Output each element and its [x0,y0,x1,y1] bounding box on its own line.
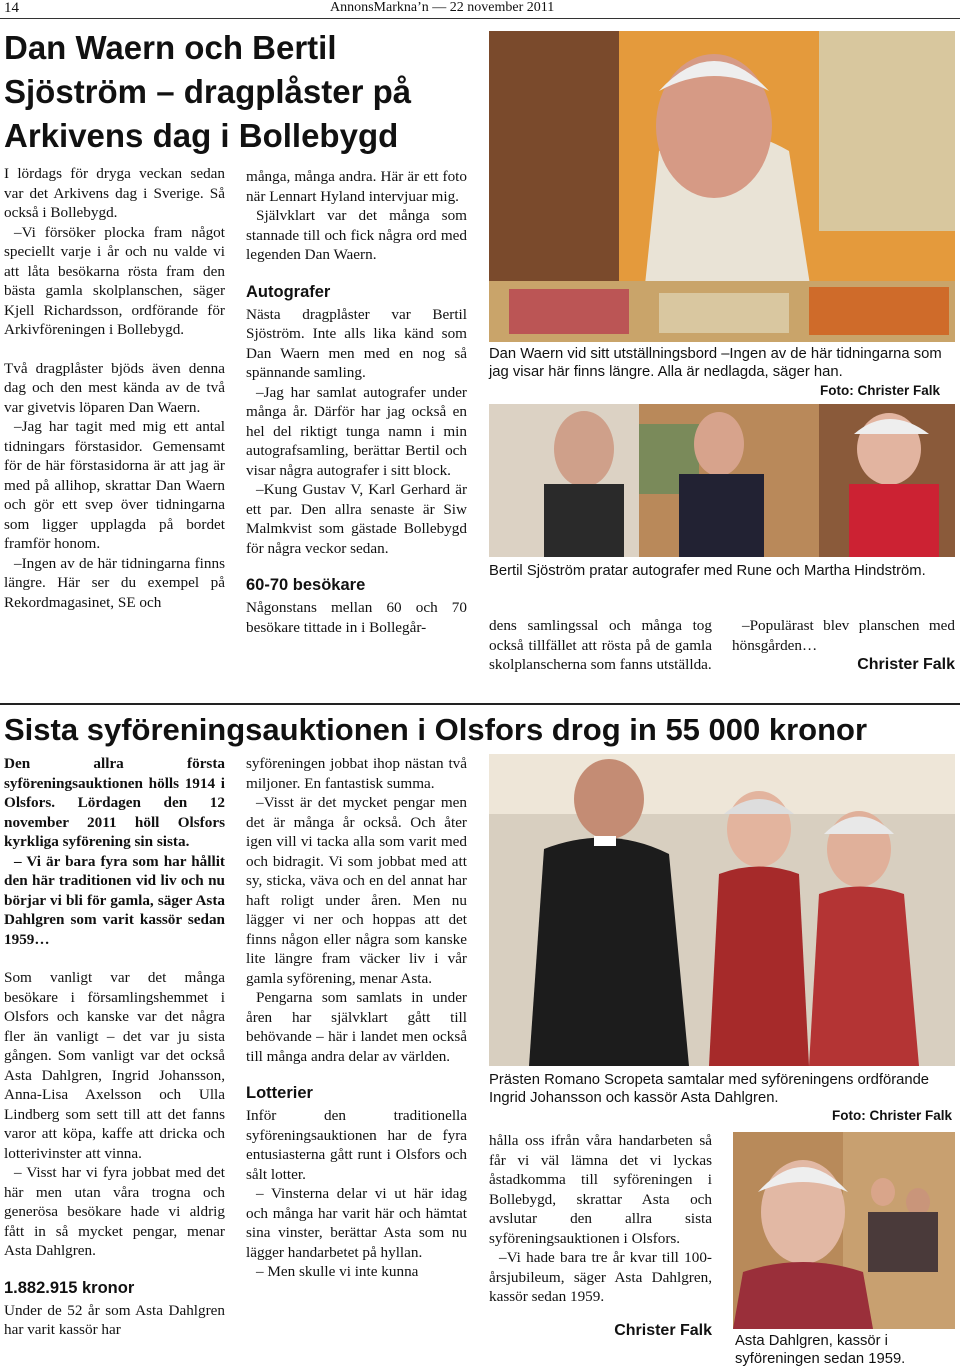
page-number: 14 [4,0,19,16]
photo4-caption: Asta Dahlgren, kassör i syföreningen sedan 1959. [735,1333,906,1367]
subheading: Lotterier [246,1084,313,1102]
author-signature: Christer Falk [614,1322,712,1339]
paragraph: hålla oss ifrån våra handarbeten så får vi väl lämna det vi lyckas åstadkomma till syföreningen i Bollebygd, skrattar Asta och avslutar den allra sista syföreningsauktionen i Olsfors. [489,1132,712,1247]
publication-line: AnnonsMarkna’n — 22 november 2011 [330,0,555,15]
subheading: 1.882.915 kronor [4,1278,135,1297]
paragraph: – Men skulle vi inte kunna [256,1263,419,1280]
photo-bertil-sjostrom [489,404,955,557]
paragraph: många, många andra. Här är ett foto när Lennart Hyland intervjuar mig. [246,168,467,205]
article1-column2 [246,167,467,637]
photo3-credit: Foto: Christer Falk [832,1108,953,1123]
photo-illustration [489,404,955,557]
subheading: Autografer [246,282,331,301]
paragraph: Under de 52 år som Asta Dahlgren har varit kassör har [4,1301,225,1338]
photo-illustration [489,31,955,342]
paragraph: Nästa dragplåster var Bertil Sjöström. Inte alls lika känd som Dan Waern men med en nog så spännande samling. [246,305,467,381]
article2-column3 [489,1131,712,1307]
photo3-caption: Prästen Romano Scropeta samtalar med syföreningens ordförande Ingrid Johansson och kassör Asta Dahlgren. [489,1072,930,1106]
photo-dan-waern [489,31,955,342]
lead-paragraph: Den allra första syföreningsauktionen hölls 1914 i Olsfors. Lördagen den 12 november 2011 höll Olsfors kyrkliga syförening sin sista. [4,755,225,850]
article2-headline: Sista syföreningsauktionen i Olsfors drog in 55 000 kronor [4,712,868,747]
photo-illustration [489,754,955,1066]
paragraph: –Jag har tagit med mig ett antal tidningars förstasidor. Gemensamt för de här förstasidorna är att jag är med på allihop, skrattar Dan Waern och gör ett svep över tidningarna som ligger upplagda på bordet framför honom. [4,418,225,552]
paragraph: dens samlingssal och många tog också tillfället att rösta på de gamla skolplanscherna som fanns utställda. [489,617,712,673]
author-signature: Christer Falk [857,656,955,673]
photo2-caption: Bertil Sjöström pratar autografer med Rune och Martha Hindström. [489,563,926,579]
header-rule [0,18,960,19]
paragraph: –Jag har samlat autografer under många år. Därför har jag också en hel del riktigt tunga namn i min autografsamling, berättar Bertil och visar några autografer i sitt block. [246,383,467,479]
paragraph: Inför den traditionella syföreningsauktionen har de fyra entusiasterna gått runt i Olsfors och sålt lotter. [246,1107,467,1183]
photo-priest-and-ladies [489,754,955,1066]
paragraph: Pengarna som samlats in under åren har självklart gått till behövande – här i landet men också till många andra delar av världen. [246,989,467,1065]
paragraph: –Visst är det mycket pengar men det är många år också. Och åter igen vill vi tacka alla som varit med och bidragit. Vi som jobbat med att sy, sticka, väva och en del annat har haft roligt under åren. Men nu lägger vi ner och hoppas att det finns någon eller några som kanske lite längre fram väcker liv i vår gamla syförening, menar Asta. [246,794,467,987]
article2-column2 [246,754,467,1282]
paragraph: syföreningen jobbat ihop nästan två miljoner. En fantastisk summa. [246,755,467,792]
section-divider [0,703,960,705]
paragraph: Två dragplåster bjöds även denna dag och den mest kända av de två var givetvis löparen Dan Waern. [4,359,225,416]
article1-column4 [732,616,955,675]
article2-column1 [4,754,225,1340]
subheading: 60-70 besökare [246,576,366,594]
paragraph: I lördags för dryga veckan sedan var det Arkivens dag i Sverige. Så också i Bollebygd. [4,165,225,221]
paragraph: –Ingen av de här tidningarna finns längre. Här ser du exempel på Rekordmagasinet, SE och [4,554,225,611]
paragraph: –Vi hade bara tre år kvar till 100-årsjubileum, säger Asta Dahlgren, kassör sedan 1959. [489,1249,712,1305]
paragraph: Någonstans mellan 60 och 70 besökare tittade in i Bollegår- [246,599,467,636]
paragraph: –Vi försöker plocka fram något speciellt varje i år och nu valde vi att låta besökarna rösta fram den bästa gamla skolplanschen, säger Kjell Richardsson, ordförande för Arkivföreningen i Bollebygd. [4,223,225,338]
paragraph: –Kung Gustav V, Karl Gerhard är ett par. Den allra senaste är Siw Malmkvist som gästade Bollebygd för några veckor sedan. [246,481,467,557]
article1-column3 [489,616,712,675]
paragraph: – Visst har vi fyra jobbat med det här men utan våra trogna och generösa besökare hade vi aldrig fått in så mycket pengar, menar Asta Dahlgren. [4,1164,225,1259]
paragraph: Som vanligt var det många besökare i församlingshemmet i Olsfors och kanske var det några fler än vanligt – det var ju sista gången. Som vanligt var det också Asta Dahlgren, Ingrid Johansson, Anna-Lisa Axelsson och Ulla Lindberg som sett till att det fanns varor att köpa, kaffe att dricka och lotterivinster att vinna. [4,969,225,1162]
paragraph: –Populärast blev planschen med hönsgården… [732,617,955,654]
photo1-credit: Foto: Christer Falk [820,383,941,398]
photo1-caption: Dan Waern vid sitt utställningsbord –Ingen av de här tidningarna som jag visar här finns längre. Alla är nedlagda, säger han. [489,346,942,380]
paragraph: Självklart var det många som stannade till och fick några ord med legenden Dan Waern. [246,207,467,263]
lead-paragraph: – Vi är bara fyra som har hållit den här traditionen vid liv och nu börjar vi bli för gamla, säger Asta Dahlgren som varit kassör sedan 1959… [4,852,225,948]
article1-headline: Dan Waern och Bertil Sjöström – dragplåster på Arkivens dag i Bollebygd [4,29,412,154]
photo-asta-dahlgren [733,1132,955,1329]
article1-column1 [4,164,225,612]
photo-illustration [733,1132,955,1329]
paragraph: – Vinsterna delar vi ut här idag och många har varit här och hämtat sina vinster, berättar Asta som nu lägger handarbetet på hyllan. [246,1185,467,1261]
